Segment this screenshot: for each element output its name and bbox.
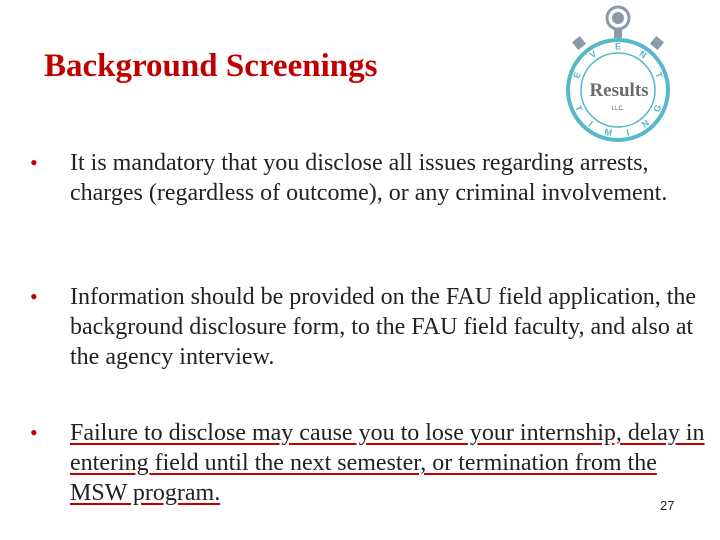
stopwatch-crown-knob bbox=[612, 12, 624, 24]
ring-letter: N bbox=[639, 117, 652, 130]
ring-letter: T bbox=[653, 70, 665, 80]
ring-letter: M bbox=[603, 126, 613, 139]
bullet-text-underlined: Failure to disclose may cause you to lose your internship, delay in entering field until the next semester, or termination from the MSW program. bbox=[70, 420, 705, 506]
bullet-marker: • bbox=[30, 150, 38, 175]
ring-letter: N bbox=[637, 48, 649, 61]
bullet-text: Information should be provided on the FAU field application, the background disclosure form, to the FAU field faculty, and also at the agency interview. bbox=[70, 284, 697, 370]
bullet-marker: • bbox=[30, 284, 38, 309]
ring-letter: E bbox=[614, 41, 622, 52]
ring-letter: I bbox=[586, 119, 595, 129]
event-timing-results-logo bbox=[562, 2, 674, 142]
bullet-item bbox=[30, 148, 710, 208]
bullet-item bbox=[30, 418, 710, 508]
slide-title: Background Screenings bbox=[44, 48, 378, 84]
ring-letter: T bbox=[572, 103, 585, 114]
ring-letter: E bbox=[571, 70, 583, 80]
stopwatch-left-button bbox=[572, 36, 586, 50]
stopwatch-right-button bbox=[650, 36, 664, 50]
bullet-text: It is mandatory that you disclose all issues regarding arrests, charges (regardless of outcome), or any criminal involvement. bbox=[70, 150, 668, 206]
ring-letter: V bbox=[587, 48, 599, 61]
logo-llc-text: LLC. bbox=[611, 106, 625, 112]
ring-letter: I bbox=[625, 127, 631, 138]
logo-results-text: Results bbox=[589, 80, 649, 101]
ring-letter: G bbox=[651, 103, 664, 114]
stopwatch-stem bbox=[614, 28, 622, 38]
page-number: 27 bbox=[660, 498, 675, 513]
bullet-marker: • bbox=[30, 420, 38, 445]
bullet-item bbox=[30, 282, 710, 372]
